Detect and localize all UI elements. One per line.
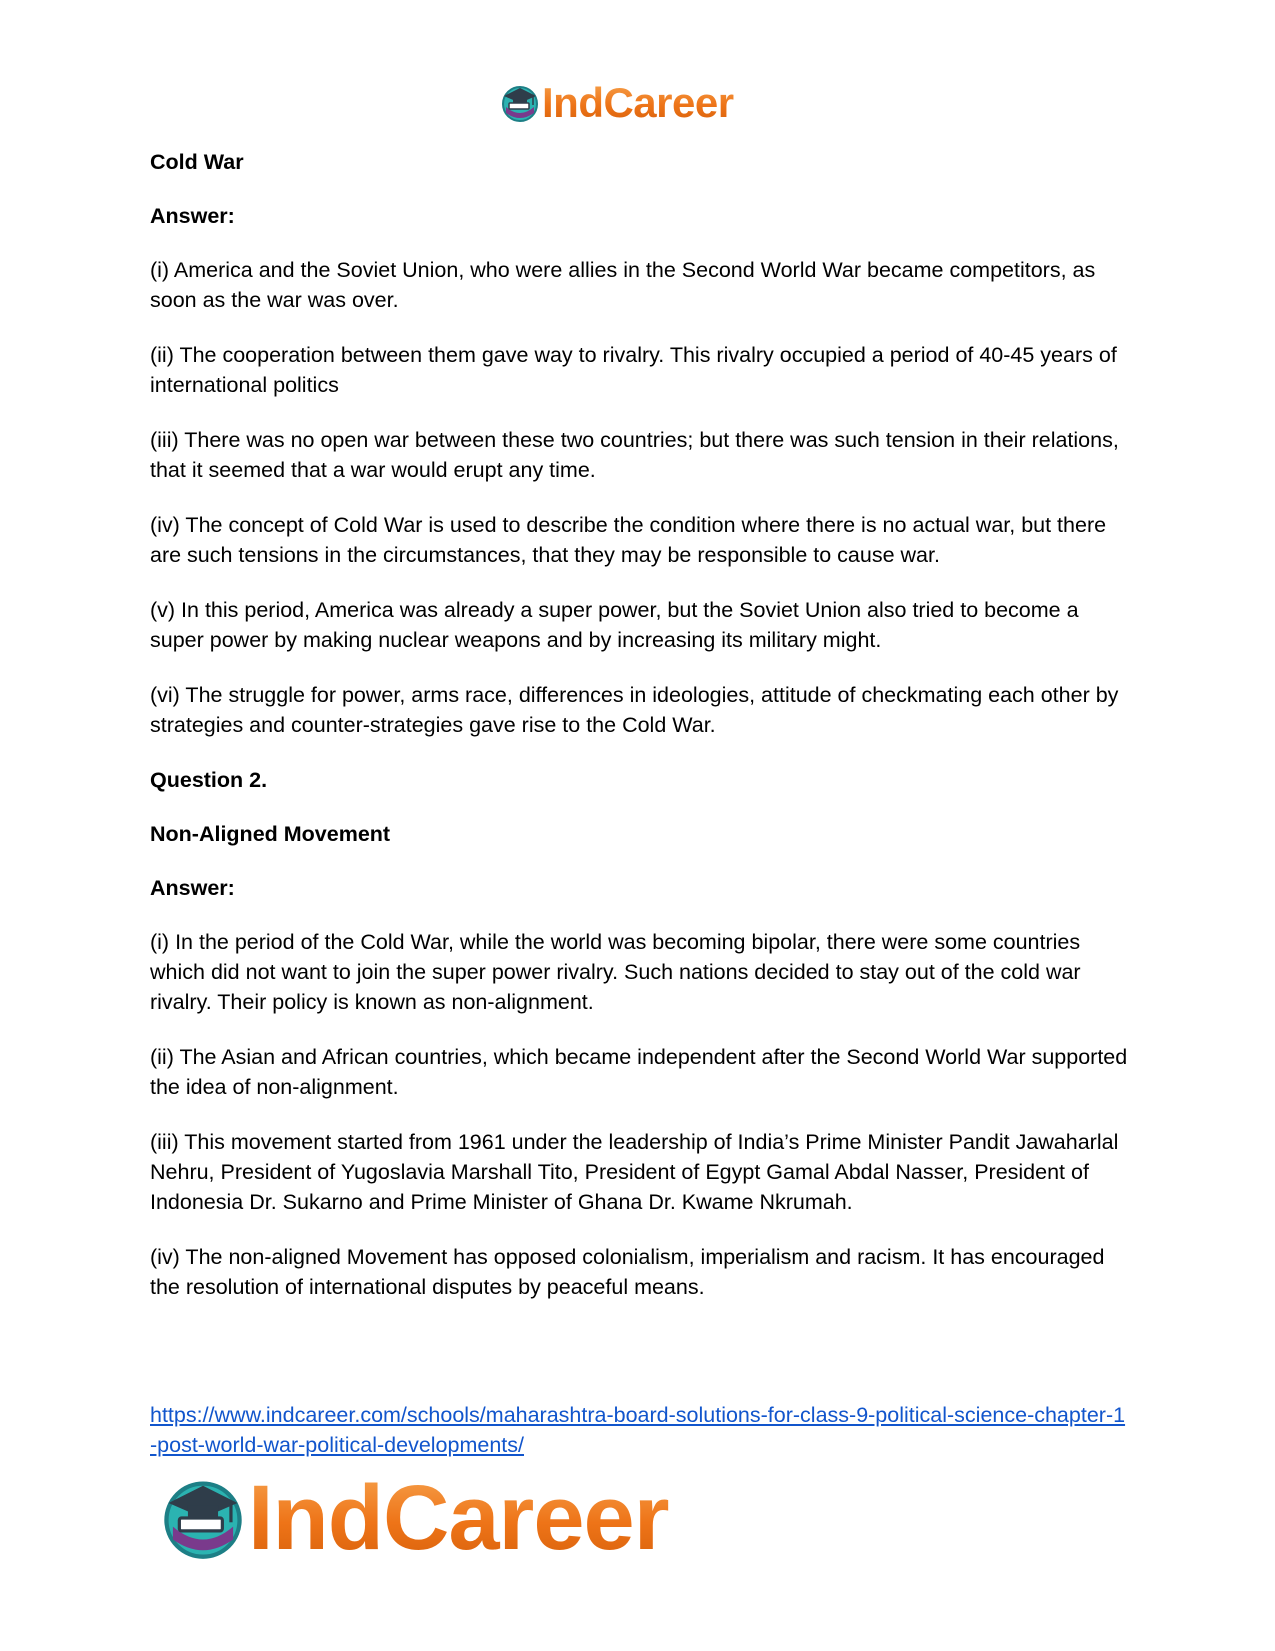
graduation-cap-globe-icon xyxy=(160,1475,246,1561)
header-logo xyxy=(500,78,734,128)
graduation-cap-globe-icon xyxy=(500,83,540,123)
answer-paragraph: (v) In this period, America was already a super power, but the Soviet Union also tried to become a super power by making nuclear weapons and by increasing its military might. xyxy=(150,598,1079,652)
answer-paragraph: (iii) There was no open war between these two countries; but there was such tension in their relations, that it seemed that a war would erupt any time. xyxy=(150,428,1119,482)
footer-logo xyxy=(160,1468,669,1568)
section-heading: Cold War xyxy=(150,150,244,174)
section-heading: Non-Aligned Movement xyxy=(150,822,391,846)
answer-paragraph: (vi) The struggle for power, arms race, differences in ideologies, attitude of checkmating each other by strategies and counter-strategies gave rise to the Cold War. xyxy=(150,683,1119,737)
brand-wordmark: IndCareer xyxy=(248,1467,669,1569)
answer-paragraph: (i) America and the Soviet Union, who were allies in the Second World War became competitors, as soon as the war was over. xyxy=(150,258,1096,312)
document-body xyxy=(150,147,1130,1327)
section-heading: Question 2. xyxy=(150,768,268,792)
brand-wordmark: IndCareer xyxy=(542,79,734,126)
answer-paragraph: (iv) The non-aligned Movement has opposed colonialism, imperialism and racism. It has encouraged the resolution of international disputes by peaceful means. xyxy=(150,1245,1105,1299)
answer-paragraph: (ii) The Asian and African countries, which became independent after the Second World War supported the idea of non-alignment. xyxy=(150,1045,1128,1099)
answer-paragraph: (iii) This movement started from 1961 under the leadership of India’s Prime Minister Pandit Jawaharlal Nehru, President of Yugoslavia Marshall Tito, President of Egypt Gamal Abdal Nasser, President of Indonesia Dr. Sukarno and Prime Minister of Ghana Dr. Kwame Nkrumah. xyxy=(150,1130,1119,1214)
answer-paragraph: (ii) The cooperation between them gave way to rivalry. This rivalry occupied a period of 40-45 years of international politics xyxy=(150,343,1117,397)
footer-link-block xyxy=(150,1400,1130,1460)
source-link[interactable]: https://www.indcareer.com/schools/maharashtra-board-solutions-for-class-9-political-science-chapter-1-post-world-war-political-developments/ xyxy=(150,1403,1126,1457)
answer-paragraph: (iv) The concept of Cold War is used to describe the condition where there is no actual war, but there are such tensions in the circumstances, that they may be responsible to cause war. xyxy=(150,513,1107,567)
section-heading: Answer: xyxy=(150,876,235,900)
answer-paragraph: (i) In the period of the Cold War, while the world was becoming bipolar, there were some countries which did not want to join the super power rivalry. Such nations decided to stay out of the cold war rivalry. Their policy is known as non-alignment. xyxy=(150,930,1081,1014)
section-heading: Answer: xyxy=(150,204,235,228)
